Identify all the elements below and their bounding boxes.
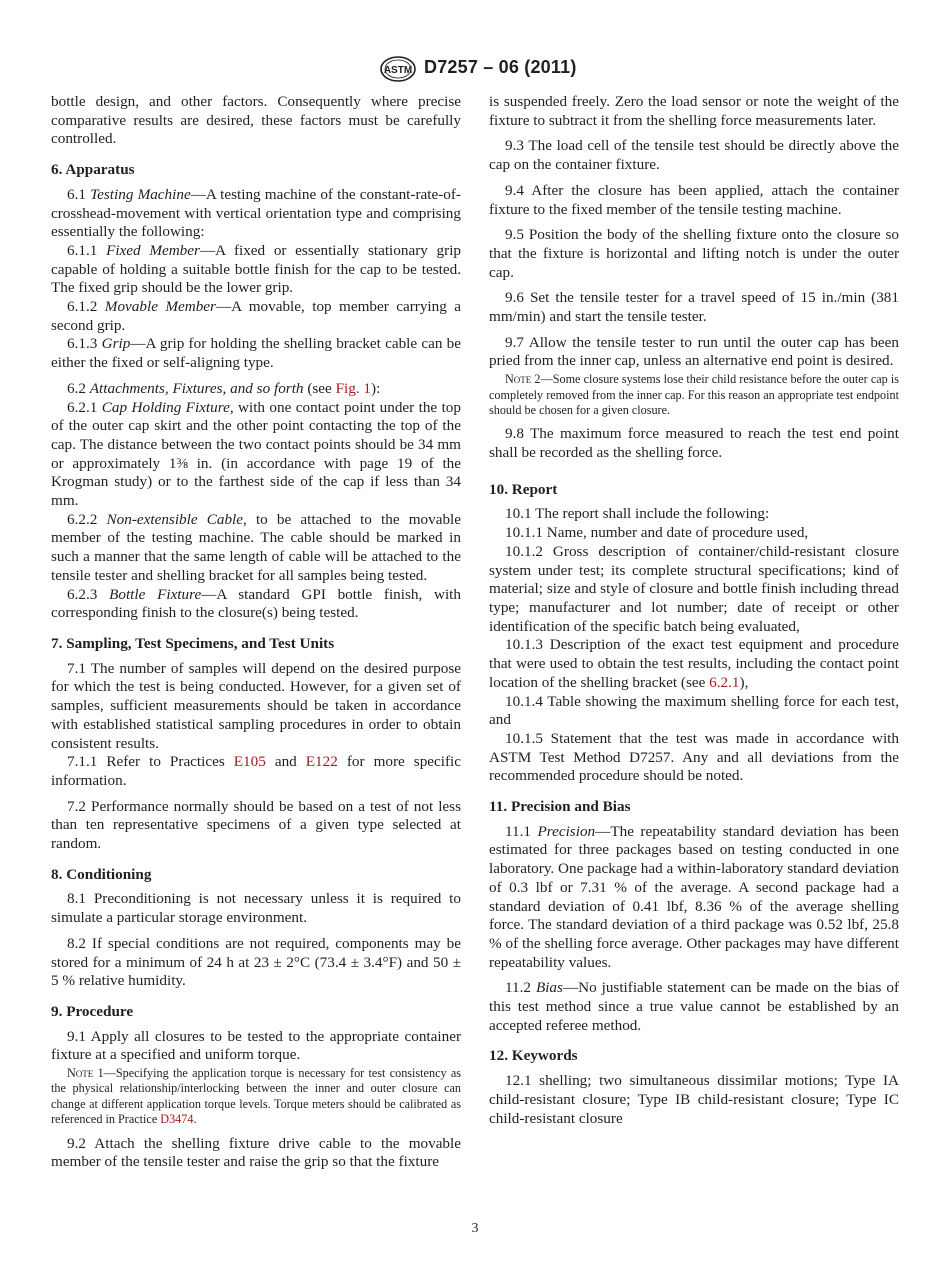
astm-logo-text: ASTM [383,65,413,76]
paragraph-9-5: 9.5 Position the body of the shelling fixture onto the closure so that the fixture is horizontal and lifting notch is under the outer cap. [489,226,899,281]
d3474-link[interactable]: D3474 [160,1112,194,1127]
continued-paragraph: bottle design, and other factors. Consequently where precise comparative results are desired, these factors must be carefully controlled. [51,93,461,148]
paragraph-10-1-2: 10.1.2 Gross description of container/child-resistant closure system under test; its complete structural specifications; kind of material; size and style of closure and bottle finish including thread type; manufacturer and lot number; date of receipt or other identification of the specific batch being evaluated, [489,542,899,635]
e122-link[interactable]: E122 [305,753,338,771]
paragraph-6-1-1: 6.1.1 Fixed Member—A fixed or essentially stationary grip capable of holding a suitable bottle finish for the cap to be tested. The fixed grip should be the lower grip. [51,241,462,297]
paragraph-7-2: 7.2 Performance normally should be based on a test of not less than ten representative specimens of a given type selected at random. [51,797,461,853]
paragraph-8-2: 8.2 If special conditions are not required, components may be stored for a minimum of 24 h at 23 ± 2°C (73.4 ± 3.4°F) and 50 ± 5 % relative humidity. [51,934,461,990]
astm-logo [379,56,417,82]
paragraph-8-1: 8.1 Preconditioning is not necessary unless it is required to simulate a particular storage environment. [51,890,461,927]
section-6-2-1-link[interactable]: 6.2.1 [709,673,740,691]
paragraph-6-1-3: 6.1.3 Grip—A grip for holding the shelling bracket cable can be either the fixed or self-aligning type. [51,335,462,372]
section-heading-keywords: 12. Keywords [489,1047,578,1065]
right-column [489,93,899,1128]
paragraph-11-1: 11.1 Precision—The repeatability standard deviation has been estimated for three packages based on testing conducted in one laboratory. One package had a within-laboratory standard deviation of 0.3 lbf or 7.31 % of the average. A second package had a standard deviation of 0.41 lbf, 8.36 % of the average shelling force. The standard deviation of a third package was 0.52 lbf, 25.8 % of the shelling force average. Other packages may have different repeatability values. [489,822,899,971]
paragraph-12-1: 12.1 shelling; two simultaneous dissimilar motions; Type IA child-resistant closure; Type IB child-resistant closure; Type IC child-resistant closure [489,1072,899,1127]
paragraph-10-1-5: 10.1.5 Statement that the test was made in accordance with ASTM Test Method D7257. Any and all deviations from the recommended procedure should be noted. [489,729,899,785]
section-heading-procedure: 9. Procedure [51,1002,134,1020]
left-column [51,93,461,1172]
paragraph-9-1: 9.1 Apply all closures to be tested to the appropriate container fixture at a specified and uniform torque. [51,1027,461,1064]
paragraph-9-3: 9.3 The load cell of the tensile test should be directly above the cap on the container fixture. [489,137,899,174]
section-heading-precision-bias: 11. Precision and Bias [489,798,631,816]
section-heading-sampling: 7. Sampling, Test Specimens, and Test Units [51,634,335,652]
section-heading-apparatus: 6. Apparatus [51,161,135,179]
paragraph-9-6: 9.6 Set the tensile tester for a travel speed of 15 in./min (381 mm/min) and start the tensile tester. [489,289,899,326]
paragraph-6-2-3: 6.2.3 Bottle Fixture—A standard GPI bottle finish, with corresponding finish to the closure(s) being tested. [51,585,461,622]
paragraph-7-1-1: 7.1.1 Refer to Practices E105 and E122 for more specific information. [51,753,462,789]
paragraph-11-2: 11.2 Bias—No justifiable statement can be made on the bias of this test method since a true value cannot be established by an accepted referee method. [489,979,900,1034]
section-heading-report: 10. Report [489,480,558,498]
paragraph-10-1-3: 10.1.3 Description of the exact test equipment and procedure that were used to obtain the test results, including the contact point location of the shelling bracket (see 6.2.1), [489,636,899,691]
paragraph-6-2-1: 6.2.1 Cap Holding Fixture, with one contact point under the top of the outer cap skirt and the other point contacting the top of the cap. The distance between the two contact points should be 34 mm or approximately 1⅜ in. (in accordance with page 19 of the Krogman study) or to the farthest side of the cap if less than 34 mm. [51,398,461,510]
document-designation: D7257 – 06 (2011) [424,57,577,77]
fig-1-link[interactable]: Fig. 1 [335,379,372,397]
paragraph-9-7: 9.7 Allow the tensile tester to run until the outer cap has been pried from the inner cap, unless an alternative end point is desired. [489,333,899,370]
paragraph-6-1: 6.1 Testing Machine—A testing machine of the constant-rate-of-crosshead-movement with vertical orientation type and comprising essentially the following: [51,185,461,241]
page-header [0,56,950,86]
note-2: Note 2—Some closure systems lose their child resistance before the outer cap is completely removed from the inner cap. For this reason an appropriate test endpoint should be chosen for a given closure. [489,372,900,417]
paragraph-10-1-1: 10.1.1 Name, number and date of procedure used, [505,524,809,542]
section-heading-conditioning: 8. Conditioning [51,865,152,883]
paragraph-9-2: 9.2 Attach the shelling fixture drive cable to the movable member of the tensile tester and raise the grip so that the fixture [51,1134,461,1171]
continued-paragraph-right: is suspended freely. Zero the load sensor or note the weight of the fixture to subtract it from the shelling force measurements later. [489,93,899,129]
paragraph-6-2-2: 6.2.2 Non-extensible Cable, to be attached to the movable member of the testing machine. The cable should be marked in such a manner that the same length of cable will be attached to the tensile tester and shelling bracket for all samples being tested. [51,510,462,584]
e105-link[interactable]: E105 [233,753,266,771]
paragraph-9-4: 9.4 After the closure has been applied, attach the container fixture to the fixed member of the tensile testing machine. [489,181,899,218]
note-1: Note 1—Specifying the application torque is necessary for test consistency as the physical relationship/interlocking between the inner and outer closure can change at different application torque levels. Torque meters should be calibrated as referenced in Practice D3474. [51,1066,461,1127]
paragraph-6-1-2: 6.1.2 Movable Member—A movable, top member carrying a second grip. [51,298,461,334]
paragraph-9-8: 9.8 The maximum force measured to reach the test end point shall be recorded as the shelling force. [489,425,899,462]
paragraph-6-2: 6.2 Attachments, Fixtures, and so forth (see Fig. 1): [67,379,381,397]
paragraph-10-1-4: 10.1.4 Table showing the maximum shelling force for each test, and [489,692,899,729]
page-number: 3 [471,1221,479,1236]
paragraph-7-1: 7.1 The number of samples will depend on the desired purpose for which the test is being conducted. However, for a given set of samples, sufficient measurements should be taken in accordance with established statistical sampling procedures in order to obtain consistent results. [51,659,461,752]
paragraph-10-1: 10.1 The report shall include the following: [505,505,770,523]
